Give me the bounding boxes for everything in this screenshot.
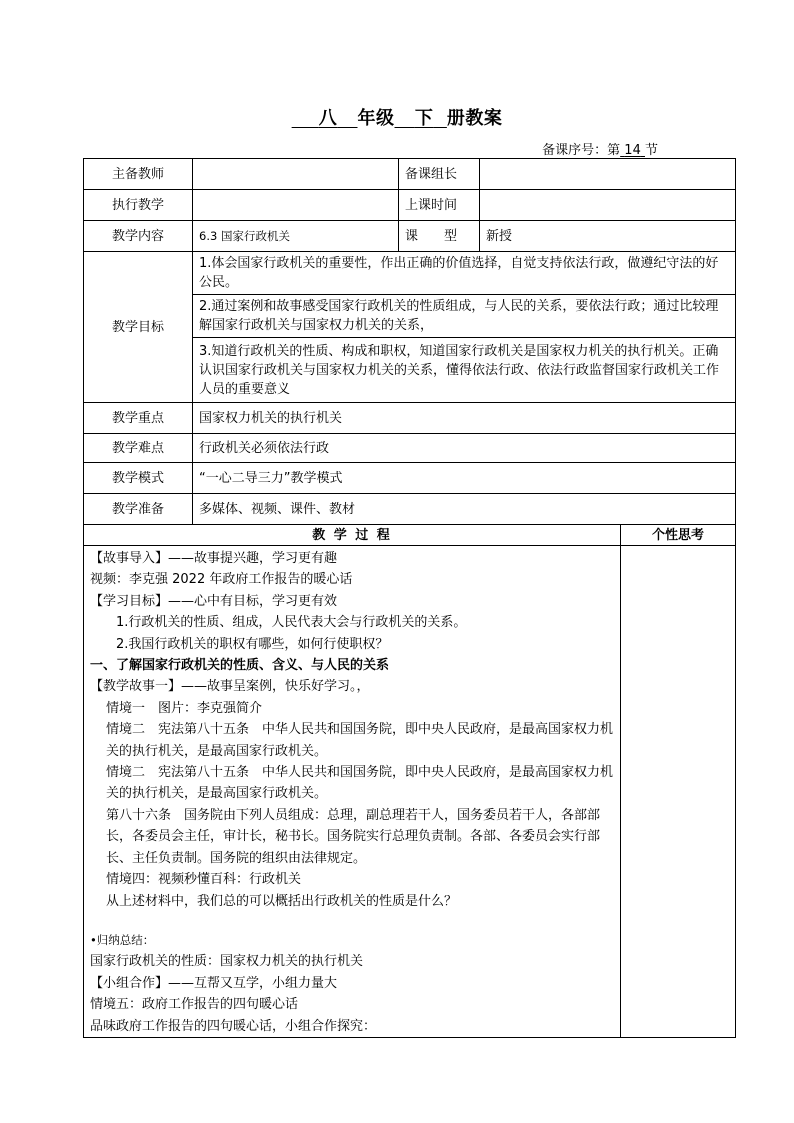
- key-label: 教学重点: [84, 403, 193, 434]
- row-main-teacher: [84, 159, 736, 190]
- row-key: [84, 403, 736, 434]
- class-time-label: 上课时间: [399, 190, 480, 221]
- executor-value[interactable]: [193, 190, 399, 221]
- process-line: 品味政府工作报告的四句暖心话，小组合作探究：: [90, 1018, 377, 1034]
- process-line: 情境五：政府工作报告的四句暖心话: [90, 997, 299, 1013]
- row-goal-1: [84, 252, 736, 295]
- key-value: 国家权力机关的执行机关: [193, 403, 736, 434]
- process-body: [84, 546, 621, 1038]
- group-leader-value[interactable]: [480, 159, 736, 190]
- process-line: 从上述材料中，我们总的可以概括出行政机关的性质是什么？: [106, 893, 458, 909]
- class-time-value[interactable]: [480, 190, 736, 221]
- page-title: [0, 104, 794, 130]
- main-teacher-label: 主备教师: [84, 159, 193, 190]
- process-line: 国家行政机关的性质：国家权力机关的执行机关: [90, 954, 364, 970]
- difficulty-label: 教学难点: [84, 434, 193, 463]
- process-line: 【教学故事一】——故事呈案例，快乐好学习。，: [90, 679, 370, 695]
- process-line: 情境四：视频秒懂百科：行政机关: [106, 872, 302, 888]
- process-line: 情境一 图片：李克强简介: [106, 700, 263, 716]
- serial-no: 14: [624, 143, 641, 158]
- executor-label: 执行教学: [84, 190, 193, 221]
- row-process-header: [84, 525, 736, 546]
- row-mode: [84, 463, 736, 494]
- personal-thoughts-cell[interactable]: [621, 546, 736, 1038]
- lesson-type-value: 新授: [480, 221, 736, 252]
- goal-item: 1.体会国家行政机关的重要性，作出正确的价值选择，自觉支持依法行政，做遵纪守法的好公民。: [193, 252, 736, 295]
- process-header: 教 学 过 程: [84, 525, 621, 546]
- process-line: 1.行政机关的性质、组成，人民代表大会与行政机关的关系。: [116, 615, 467, 631]
- process-line: 情境二 宪法第八十五条 中华人民共和国国务院，即中央人民政府，是最高国家权力机关的执行机关，是最高国家行政机关。: [106, 765, 614, 802]
- serial-number: 备课序号：第 14 节: [542, 143, 658, 158]
- row-executor: [84, 190, 736, 221]
- grade-suffix: 年级: [357, 108, 395, 129]
- content-label: 教学内容: [84, 221, 193, 252]
- goal-item: 2.通过案例和故事感受国家行政机关的性质组成，与人民的关系，要依法行政；通过比较理解国家行政机关与国家权力机关的关系，: [193, 295, 736, 338]
- process-line: 视频：李克强 2022 年政府工作报告的暖心话: [90, 572, 353, 588]
- mode-label: 教学模式: [84, 463, 193, 494]
- row-difficulty: [84, 434, 736, 463]
- row-process-body: [84, 546, 736, 1038]
- process-line: 【小组合作】——互帮又互学，小组力量大: [90, 975, 338, 991]
- difficulty-value: 行政机关必须依法行政: [193, 434, 736, 463]
- group-leader-label: 备课组长: [399, 159, 480, 190]
- goals-label: 教学目标: [84, 252, 193, 403]
- prep-label: 教学准备: [84, 494, 193, 525]
- row-content: [84, 221, 736, 252]
- goal-item: 3.知道行政机关的性质、构成和职权，知道国家行政机关是国家权力机关的执行机关。正确认识国家行政机关与国家权力机关的关系，懂得依法行政、依法行政监督国家行政机关工作人员的重要意义: [193, 338, 736, 403]
- content-value: 6.3 国家行政机关: [193, 221, 399, 252]
- process-line: 【学习目标】——心中有目标，学习更有效: [90, 593, 338, 609]
- lesson-type-label: 课 型: [399, 221, 480, 252]
- term: 下: [414, 108, 434, 129]
- main-teacher-value[interactable]: [193, 159, 399, 190]
- mode-value: “一心二导三力”教学模式: [193, 463, 736, 494]
- process-line: 【故事导入】——故事提兴趣，学习更有趣: [90, 551, 338, 566]
- process-line: 2.我国行政机关的职权有哪些，如何行使职权？: [116, 636, 389, 652]
- prep-value: 多媒体、视频、课件、教材: [193, 494, 736, 525]
- lesson-plan-table: [83, 158, 736, 1038]
- section-heading: 一、了解国家行政机关的性质、含义、与人民的关系: [90, 658, 390, 674]
- grade: 八: [318, 108, 338, 129]
- process-line: 第八十六条 国务院由下列人员组成：总理，副总理若干人，国务委员若干人，各部部长，各委员会主任，审计长，秘书长。国务院实行总理负责制。各部、各委员会实行部长、主任负责制。国务院的组织由法律规定。: [106, 807, 601, 866]
- side-header: 个性思考: [621, 525, 736, 546]
- process-line: 情境二 宪法第八十五条 中华人民共和国国务院，即中央人民政府，是最高国家权力机关的执行机关，是最高国家行政机关。: [106, 722, 614, 759]
- row-prep: [84, 494, 736, 525]
- term-suffix: 册教案: [446, 108, 503, 129]
- process-line: •归纳总结：: [90, 932, 155, 947]
